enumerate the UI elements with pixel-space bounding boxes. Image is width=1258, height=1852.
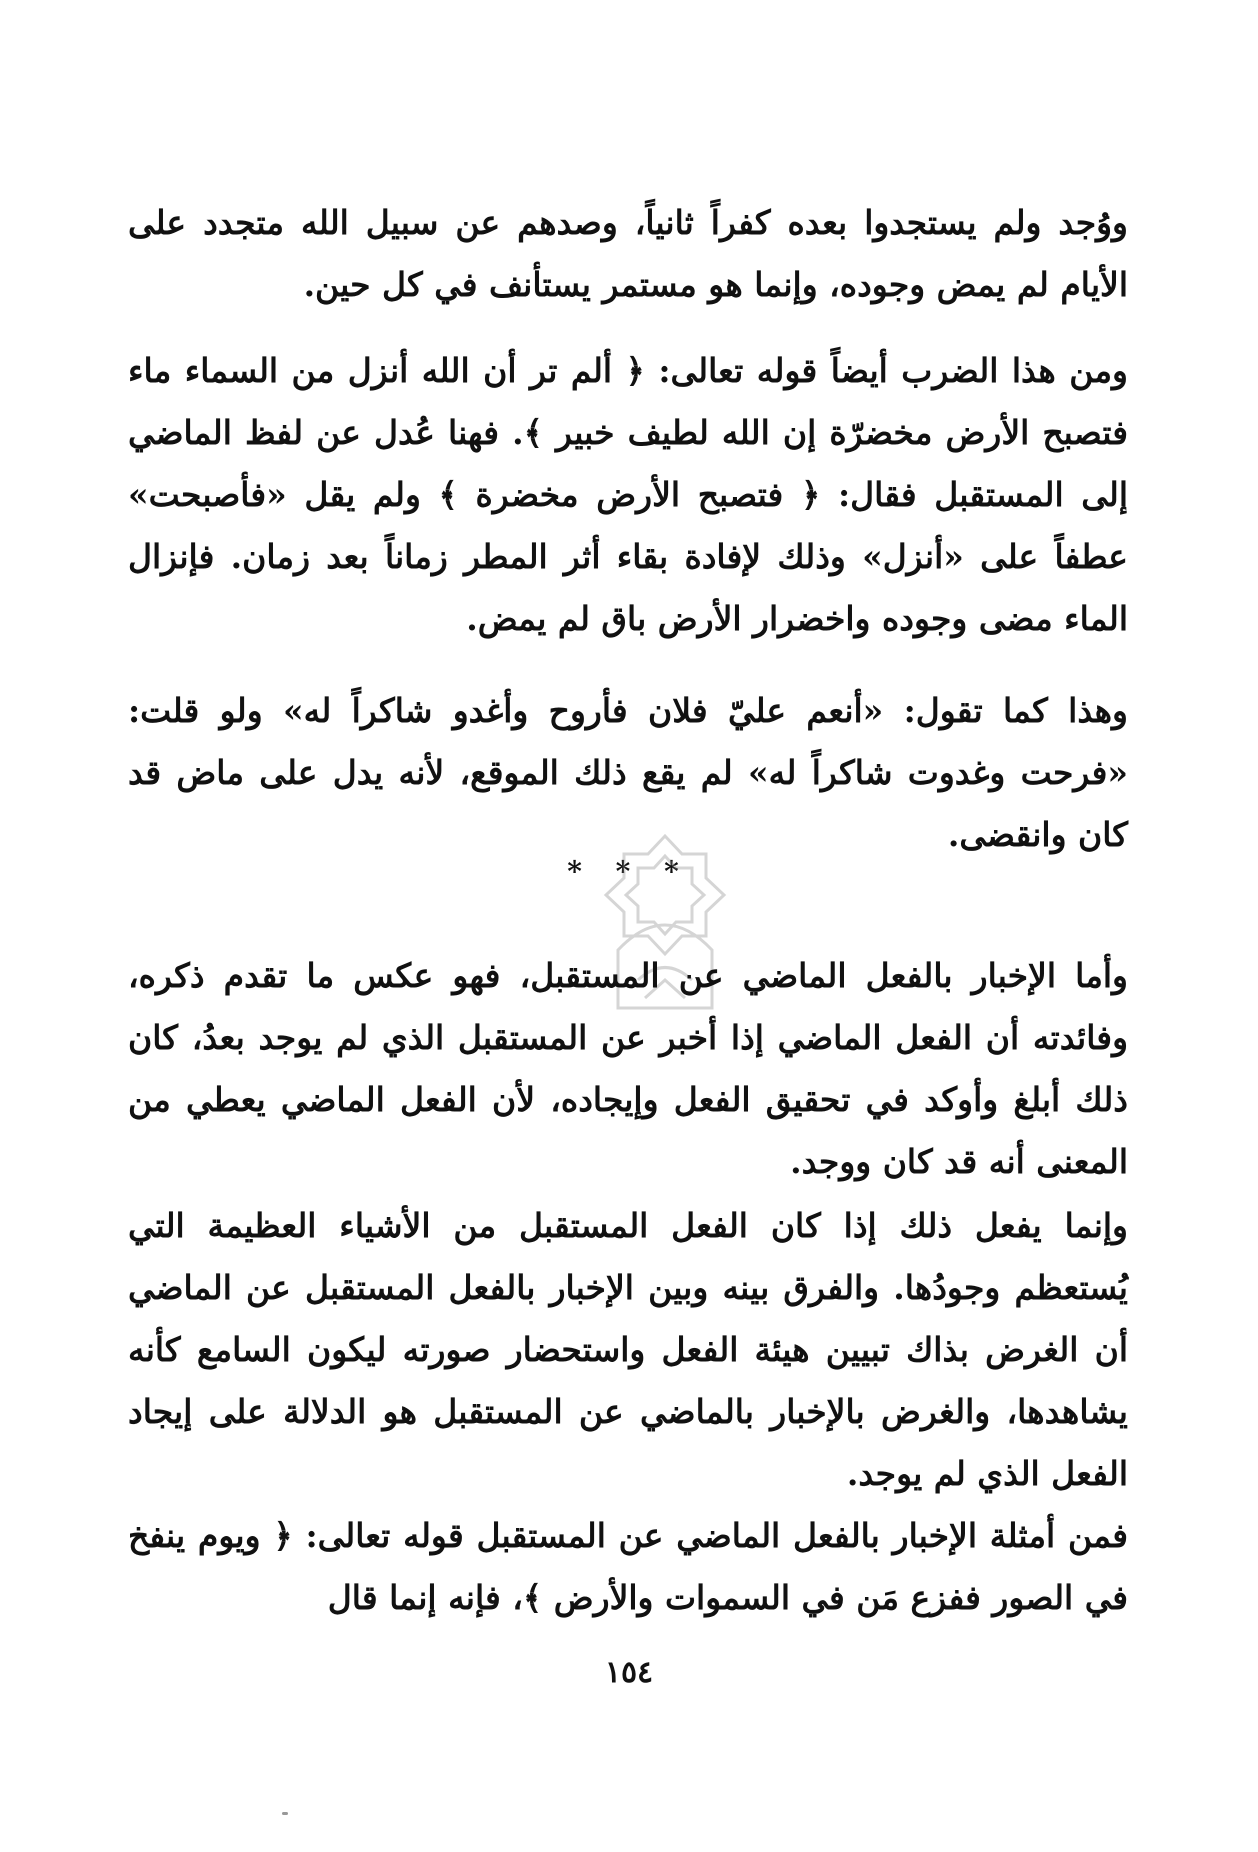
page-number: ١٥٤ xyxy=(604,1655,654,1690)
paragraph-1: ووُجد ولم يستجدوا بعده كفراً ثانياً، وصدهم عن سبيل الله متجدد على الأيام لم يمض وجوده، وإنما هو مستمر يستأنف في كل حين. xyxy=(128,203,1128,304)
paragraph-2: ومن هذا الضرب أيضاً قوله تعالى: ﴿ ألم تر أن الله أنزل من السماء ماء فتصبح الأرض مخضرّة إن الله لطيف خبير ﴾. فهنا عُدل عن لفظ الماضي إلى المستقبل فقال: ﴿ فتصبح الأرض مخضرة ﴾ ولم يقل «فأصبحت» عطفاً على «أنزل» وذلك لإفادة بقاء أثر المطر زماناً بعد زمان. فإنزال الماء مضى وجوده واخضرار الأرض باق لم يمض. xyxy=(128,351,1128,638)
paragraph-5: وإنما يفعل ذلك إذا كان الفعل المستقبل من الأشياء العظيمة التي يُستعظم وجودُها. والفرق بينه وبين الإخبار بالفعل المستقبل عن الماضي أن الغرض بذاك تبيين هيئة الفعل واستحضار صورته ليكون السامع كأنه يشاهدها، والغرض بالإخبار بالماضي عن المستقبل هو الدلالة على إيجاد الفعل الذي لم يوجد. xyxy=(128,1206,1128,1493)
paragraph-4: وأما الإخبار بالفعل الماضي عن المستقبل، فهو عكس ما تقدم ذكره، وفائدته أن الفعل الماضي إذا أخبر عن المستقبل الذي لم يوجد بعدُ، كان ذلك أبلغ وأوكد في تحقيق الفعل وإيجاده، لأن الفعل الماضي يعطي من المعنى أنه قد كان ووجد. xyxy=(128,956,1128,1181)
section-separator: * * * xyxy=(567,855,691,888)
scan-speck xyxy=(282,1812,288,1815)
paragraph-3: وهذا كما تقول: «أنعم عليّ فلان فأروح وأغدو شاكراً له» ولو قلت: «فرحت وغدوت شاكراً له» لم يقع ذلك الموقع، لأنه يدل على ماض قد كان وانقضى. xyxy=(128,691,1128,854)
paragraph-6: فمن أمثلة الإخبار بالفعل الماضي عن المستقبل قوله تعالى: ﴿ ويوم ينفخ في الصور ففزع مَن في السموات والأرض ﴾، فإنه إنما قال xyxy=(128,1516,1128,1617)
